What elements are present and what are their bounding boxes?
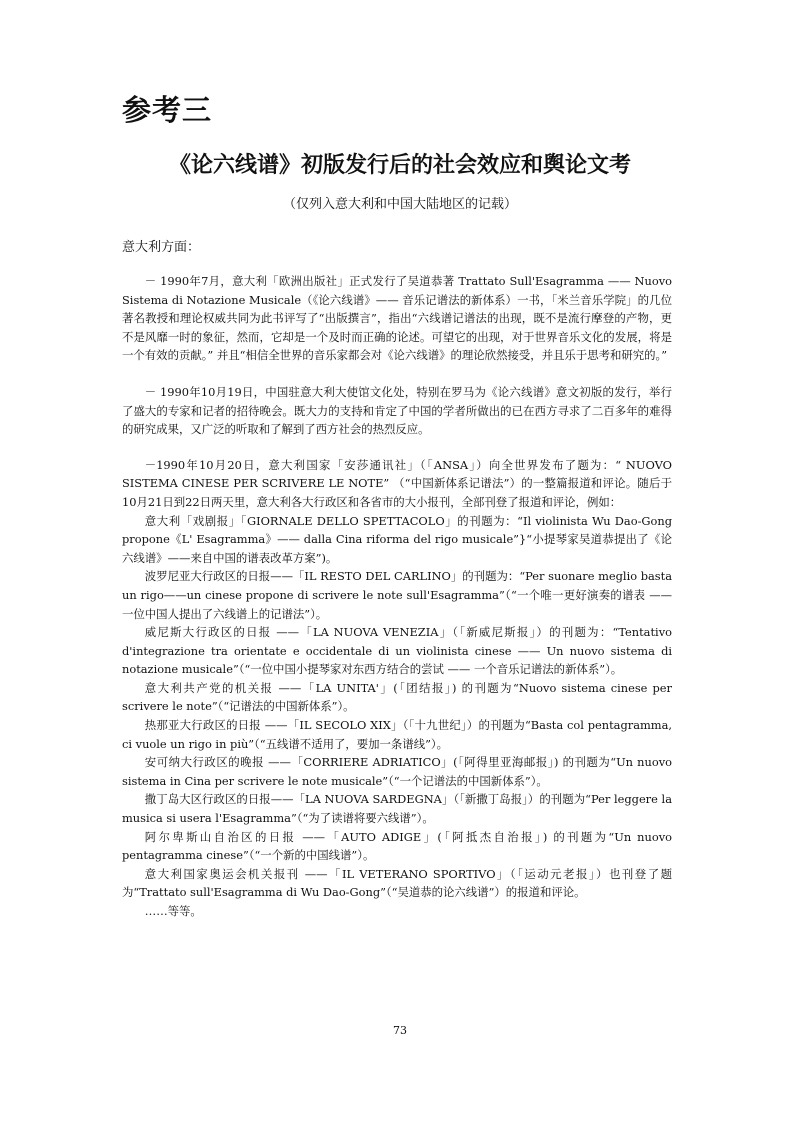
page-number: 73 [393,1024,407,1037]
paragraph-publication: － 1990年7月，意大利「欧洲出版社」正式发行了吴道恭著 Trattato Sull'Esagramma —— Nuovo Sistema di Notazione Musicale（《论六线谱》—— 音乐记谱法的新体系）一书，「米兰音乐学院」的几位著名教授和理论权威共同为此书评写了“出版撰言”，指出“六线谱记谱法的出现，既不是流行摩登的产物，更不是风靡一时的象征，然而，它却是一个及时而正确的论述。可望它的出现，对于世界音乐文化的发展，将是一个有效的贡献。” 并且“相信全世界的音乐家都会对《论六线谱》的理论欣然接受，并且乐于思考和研究的。” [122,274,672,363]
paragraph-etc: ……等等。 [144,904,202,918]
paragraph-press-item: 意大利「戏剧报」「GIORNALE DELLO SPETTACOLO」的刊题为：“Il violinista Wu Dao-Gong propone《L' Esagramma》—— dalla Cina riforma del rigo musicale”}“小提琴家吴道恭提出了《论六线谱》——来自中国的谱表改革方案”)。 [122,513,672,565]
paragraph-press-item: 意大利共产党的机关报 ——「LA UNITA'」(「团结报」) 的刊题为“Nuovo sistema cinese per scrivere le note”（“记谱法的中国新体系”）。 [122,680,672,714]
paragraph-press-item: 热那亚大行政区的日报 ——「IL SECOLO XIX」（「十九世纪」）的刊题为“Basta col pentagramma, ci vuole un rigo in più”（“五线谱不适用了，要加一条谱线”）。 [122,718,672,751]
paragraph-press-item: 阿尔卑斯山自治区的日报 ——「AUTO ADIGE」(「阿抵杰自治报」) 的刊题为“Un nuovo pentagramma cinese”（“一个新的中国线谱”）。 [122,829,672,863]
paragraph-embassy-reception: － 1990年10月19日，中国驻意大利大使馆文化处，特别在罗马为《论六线谱》意文初版的发行，举行了盛大的专家和记者的招待晚会。既大力的支持和肯定了中国的学者所做出的已在西方寻求了二百多年的难得的研究成果，又广泛的听取和了解到了西方社会的热烈反应。 [122,384,672,437]
appendix-heading: 参考三 [122,93,213,127]
paragraph-press-item: 意大利国家奥运会机关报刊 ——「IL VETERANO SPORTIVO」（「运动元老报」）也刊登了题为“Trattato sull'Esagramma di Wu Dao-Gong”（“吴道恭的论六线谱”）的报道和评论。 [122,866,672,900]
article-title: 《论六线谱》初版发行后的社会效应和舆论文考 [168,153,631,178]
paragraph-ansa-report: －1990年10月20日，意大利国家「安莎通讯社」（「ANSA」）向全世界发布了题为：“ NUOVO SISTEMA CINESE PER SCRIVERE LE NOTE” （“中国新体系记谱法”）的一整篇报道和评论。随后于10月21日到22日两天里，意大利各大行政区和各省市的大小报刊，全部刊登了报道和评论，例如： [122,457,672,509]
paragraph-press-item: 安可纳大行政区的晚报 ——「CORRIERE ADRIATICO」(「阿得里亚海邮报」) 的刊题为“Un nuovo sistema in Cina per scrivere le note musicale”（“一个记谱法的中国新体系”）。 [122,755,672,788]
article-body [122,272,672,921]
paragraph-press-item: 撒丁岛大区行政区的日报——「LA NUOVA SARDEGNA」（「新撒丁岛报」）的刊题为“Per leggere la musica si usera l'Esagramma”（“为了读谱将要六线谱”）。 [122,792,672,826]
paragraph-press-item: 威尼斯大行政区的日报 ——「LA NUOVA VENEZIA」（「新威尼斯报」）的刊题为：“Tentativo d'integrazione tra orientate e occidentale di un violinista cinese —— Un nuovo sistema di notazione musicale”（“一位中国小提琴家对东西方结合的尝试 —— 一个音乐记谱法的新体系”）。 [122,625,672,677]
article-subtitle: （仅列入意大利和中国大陆地区的记载） [282,197,517,212]
paragraph-press-item: 波罗尼亚大行政区的日报——「IL RESTO DEL CARLINO」的刊题为：“Per suonare meglio basta un rigo——un cinese propone di scrivere le note sull'Esagramma”（“一个唯一更好演奏的谱表 —— 一位中国人提出了六线谱上的记谱法”）。 [122,569,672,621]
section-label: 意大利方面： [122,240,201,255]
